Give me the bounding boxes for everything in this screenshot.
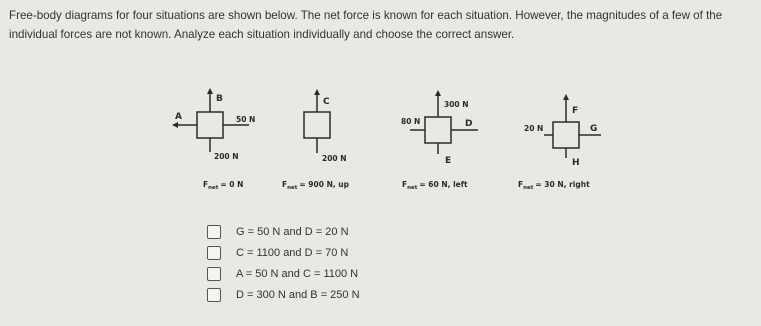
diagram1-left-arrowhead bbox=[172, 122, 178, 128]
choice-1[interactable] bbox=[207, 221, 360, 242]
diagram3-right-label: D bbox=[465, 119, 473, 129]
diagram3-net-force: $F_{net} = 60$ N, left bbox=[402, 180, 468, 191]
diagram4-down-label: H bbox=[572, 158, 580, 168]
choice-1-checkbox[interactable] bbox=[207, 225, 221, 239]
diagram1-left-label: A bbox=[175, 112, 182, 122]
diagram3-box bbox=[425, 117, 451, 143]
answer-choices bbox=[207, 221, 360, 305]
diagram1-net-force: $F_{net} = 0$ N bbox=[203, 180, 244, 191]
choice-3-label: A = 50 N and C = 1100 N bbox=[236, 267, 359, 280]
diagram1-up-arrowhead bbox=[207, 88, 213, 94]
diagram3-up-label: 300 N bbox=[444, 100, 469, 109]
diagram3-down-label: E bbox=[445, 156, 452, 166]
diagram1-right-label: 50 N bbox=[236, 115, 256, 124]
diagram2-up-arrowhead bbox=[314, 89, 320, 95]
diagram1-down-label: 200 N bbox=[214, 152, 239, 161]
choice-4-checkbox[interactable] bbox=[207, 288, 221, 302]
diagram4-up-label: F bbox=[572, 106, 579, 116]
choice-3[interactable] bbox=[207, 263, 360, 284]
diagram1-box bbox=[197, 112, 223, 138]
diagram4-up-arrowhead bbox=[563, 94, 569, 100]
diagram3-left-label: 80 N bbox=[401, 117, 421, 126]
diagram2-box bbox=[304, 112, 330, 138]
choice-1-label: G = 50 N and D = 20 N bbox=[236, 225, 349, 238]
choice-4[interactable] bbox=[207, 284, 360, 305]
choice-2[interactable] bbox=[207, 242, 360, 263]
diagram4-net-force: $F_{net} = 30$ N, right bbox=[518, 180, 590, 191]
choice-3-checkbox[interactable] bbox=[207, 267, 221, 281]
diagram2-up-label: C bbox=[323, 97, 330, 107]
choice-2-label: C = 1100 and D = 70 N bbox=[236, 246, 349, 259]
choice-2-checkbox[interactable] bbox=[207, 246, 221, 260]
diagram2-net-force: $F_{net} = 900$ N, up bbox=[282, 180, 350, 191]
question-text: Free-body diagrams for four situations are shown below. The net force is known for each situation. However, the magnitudes of a few of the individual forces are not known. Analyze each situation individually and choose the correct answer. bbox=[9, 9, 723, 41]
diagram4-right-label: G bbox=[590, 124, 598, 134]
choice-4-label: D = 300 N and B = 250 N bbox=[236, 288, 360, 301]
diagram4-left-label: 20 N bbox=[524, 124, 544, 133]
diagram4-box bbox=[553, 122, 579, 148]
diagram2-down-label: 200 N bbox=[322, 154, 347, 163]
diagram1-up-label: B bbox=[216, 94, 223, 104]
diagram3-up-arrowhead bbox=[435, 90, 441, 96]
